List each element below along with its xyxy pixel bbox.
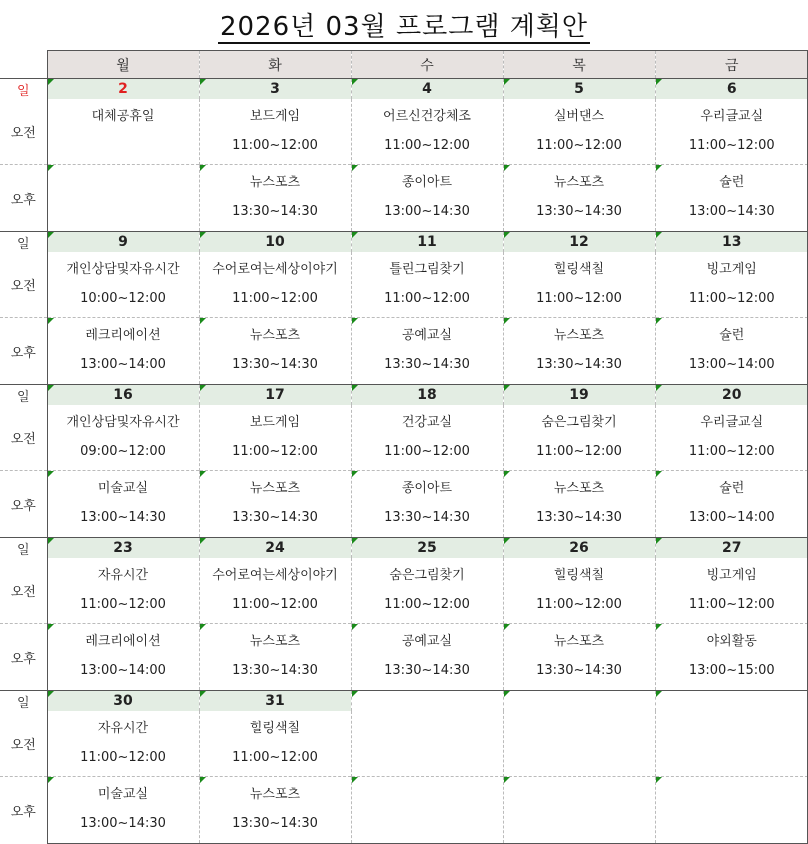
pm-label: 오후 <box>0 777 47 844</box>
program-cell[interactable] <box>199 99 351 165</box>
program-name: 뉴스포츠 <box>249 481 301 496</box>
date-number: 3 <box>270 81 280 97</box>
date-number: 17 <box>265 387 285 403</box>
program-time: 13:30~14:30 <box>232 663 318 678</box>
weekday-header-thu: 목 <box>503 51 655 79</box>
program-cell[interactable] <box>351 558 503 624</box>
table-left-border <box>47 50 48 843</box>
cell-marker-icon <box>352 777 358 783</box>
program-cell[interactable] <box>199 405 351 471</box>
cell-marker-icon <box>200 691 206 697</box>
cell-marker-icon <box>200 165 206 171</box>
program-time: 13:30~14:30 <box>536 357 622 372</box>
sunday-label: 일 <box>0 385 47 406</box>
date-cell <box>47 79 199 100</box>
program-cell[interactable] <box>351 99 503 165</box>
cell-marker-icon <box>48 79 54 85</box>
program-name: 공예교실 <box>401 328 453 343</box>
date-cell <box>503 232 655 253</box>
weekday-header-wed: 수 <box>351 51 503 79</box>
program-time: 13:30~14:30 <box>232 510 318 525</box>
program-time: 13:00~14:30 <box>80 816 166 831</box>
date-number: 16 <box>113 387 133 403</box>
cell-marker-icon <box>352 471 358 477</box>
cell-marker-icon <box>352 318 358 324</box>
program-cell[interactable] <box>47 558 199 624</box>
pm-row <box>0 624 808 691</box>
date-row <box>0 691 808 712</box>
program-cell[interactable] <box>351 165 503 232</box>
date-cell <box>199 232 351 253</box>
am-row <box>0 405 808 471</box>
date-row <box>0 232 808 253</box>
cell-marker-icon <box>200 471 206 477</box>
date-cell <box>47 232 199 253</box>
program-cell[interactable] <box>199 471 351 538</box>
cell-marker-icon <box>200 538 206 544</box>
program-cell[interactable] <box>47 318 199 385</box>
sunday-label: 일 <box>0 79 47 100</box>
date-cell <box>351 232 503 253</box>
cell-marker-icon <box>504 318 510 324</box>
cell-marker-icon <box>48 777 54 783</box>
cell-marker-icon <box>656 385 662 391</box>
program-cell[interactable] <box>503 471 655 538</box>
program-cell[interactable] <box>199 252 351 318</box>
date-cell <box>351 538 503 559</box>
date-cell <box>47 538 199 559</box>
pm-label: 오후 <box>0 165 47 232</box>
cell-marker-icon <box>504 165 510 171</box>
program-cell[interactable] <box>351 405 503 471</box>
cell-marker-icon <box>48 538 54 544</box>
program-time: 11:00~12:00 <box>232 444 318 459</box>
date-cell <box>199 538 351 559</box>
program-cell[interactable] <box>47 405 199 471</box>
program-time: 11:00~12:00 <box>232 138 318 153</box>
date-number: 23 <box>113 540 133 556</box>
program-cell[interactable] <box>199 558 351 624</box>
pm-row <box>0 777 808 844</box>
program-cell[interactable] <box>655 558 808 624</box>
program-name: 뉴스포츠 <box>553 634 605 649</box>
cell-marker-icon <box>656 165 662 171</box>
pm-row <box>0 165 808 232</box>
cell-marker-icon <box>656 471 662 477</box>
cell-marker-icon <box>48 165 54 171</box>
program-time: 11:00~12:00 <box>688 138 775 153</box>
program-time: 13:30~14:30 <box>384 510 470 525</box>
program-cell[interactable] <box>503 777 655 844</box>
program-cell[interactable] <box>47 471 199 538</box>
program-cell[interactable] <box>655 711 808 777</box>
weekday-header-tue: 화 <box>199 51 351 79</box>
program-name: 수어로여는세상이야기 <box>212 568 338 583</box>
program-time: 09:00~12:00 <box>80 444 166 459</box>
program-name: 레크리에이션 <box>85 328 161 343</box>
cell-marker-icon <box>352 232 358 238</box>
program-name: 미술교실 <box>97 787 149 802</box>
date-cell <box>199 691 351 712</box>
program-time: 13:00~14:00 <box>80 357 166 372</box>
program-cell[interactable] <box>351 624 503 691</box>
program-cell[interactable] <box>47 711 199 777</box>
cell-marker-icon <box>656 318 662 324</box>
pm-label: 오후 <box>0 471 47 538</box>
program-time: 11:00~12:00 <box>536 597 622 612</box>
program-time: 11:00~12:00 <box>232 597 318 612</box>
program-cell[interactable] <box>199 318 351 385</box>
date-number: 20 <box>722 387 742 403</box>
program-cell[interactable] <box>199 165 351 232</box>
program-cell[interactable] <box>503 405 655 471</box>
cell-marker-icon <box>200 777 206 783</box>
program-cell[interactable] <box>47 165 199 232</box>
cell-marker-icon <box>200 624 206 630</box>
cell-marker-icon <box>200 385 206 391</box>
date-row <box>0 79 808 100</box>
program-name: 뉴스포츠 <box>249 328 301 343</box>
program-name: 슐런 <box>719 175 745 190</box>
program-time: 13:30~14:30 <box>232 357 318 372</box>
program-cell[interactable] <box>655 405 808 471</box>
cell-marker-icon <box>504 691 510 697</box>
date-number: 9 <box>118 234 128 250</box>
program-cell[interactable] <box>351 252 503 318</box>
program-time: 11:00~12:00 <box>80 750 166 765</box>
program-cell[interactable] <box>47 99 199 165</box>
program-name: 힐링색칠 <box>249 721 301 736</box>
program-cell[interactable] <box>655 318 808 385</box>
program-cell[interactable] <box>199 624 351 691</box>
cell-marker-icon <box>504 777 510 783</box>
program-time: 11:00~12:00 <box>384 291 470 306</box>
program-time: 10:00~12:00 <box>80 291 166 306</box>
program-cell[interactable] <box>503 624 655 691</box>
program-time: 13:30~14:30 <box>536 204 622 219</box>
program-cell[interactable] <box>655 99 808 165</box>
page-title <box>0 6 808 43</box>
program-name: 보드게임 <box>249 109 301 124</box>
pm-label: 오후 <box>0 318 47 385</box>
program-name: 공예교실 <box>401 634 453 649</box>
program-name: 우리글교실 <box>700 415 764 430</box>
program-cell[interactable] <box>351 318 503 385</box>
program-name: 건강교실 <box>401 415 453 430</box>
date-number: 24 <box>265 540 285 556</box>
date-number: 27 <box>722 540 742 556</box>
weekday-header-row <box>0 51 808 79</box>
cell-marker-icon <box>352 691 358 697</box>
cell-marker-icon <box>656 538 662 544</box>
date-number: 11 <box>417 234 437 250</box>
program-name: 슐런 <box>719 328 745 343</box>
cell-marker-icon <box>504 385 510 391</box>
program-name: 미술교실 <box>97 481 149 496</box>
date-number: 19 <box>569 387 589 403</box>
program-cell[interactable] <box>351 471 503 538</box>
cell-marker-icon <box>48 385 54 391</box>
program-cell[interactable] <box>351 777 503 844</box>
program-name: 레크리에이션 <box>85 634 161 649</box>
program-name: 슐런 <box>719 481 745 496</box>
program-time: 13:00~14:30 <box>384 204 470 219</box>
am-label: 오전 <box>10 279 36 294</box>
program-cell[interactable] <box>503 711 655 777</box>
date-row <box>0 538 808 559</box>
am-row <box>0 252 808 318</box>
date-cell <box>47 385 199 406</box>
program-name: 종이아트 <box>401 175 453 190</box>
pm-row <box>0 318 808 385</box>
am-row <box>0 558 808 624</box>
program-time: 13:30~14:30 <box>536 510 622 525</box>
schedule-table <box>0 50 808 843</box>
weekday-header-fri: 금 <box>655 51 808 79</box>
cell-marker-icon <box>48 624 54 630</box>
program-name: 뉴스포츠 <box>249 634 301 649</box>
cell-marker-icon <box>352 79 358 85</box>
cell-marker-icon <box>504 624 510 630</box>
weekday-header-mon: 월 <box>47 51 199 79</box>
date-number: 4 <box>422 81 432 97</box>
program-time: 11:00~12:00 <box>232 750 318 765</box>
program-time: 13:00~15:00 <box>688 663 775 678</box>
sunday-label: 일 <box>0 538 47 559</box>
cell-marker-icon <box>656 777 662 783</box>
program-time: 13:00~14:00 <box>688 510 775 525</box>
title-text: 2026년 03월 프로그램 계획안 <box>219 12 589 42</box>
cell-marker-icon <box>352 538 358 544</box>
program-cell[interactable] <box>503 318 655 385</box>
program-time: 11:00~12:00 <box>688 597 775 612</box>
program-name: 뉴스포츠 <box>249 787 301 802</box>
program-cell[interactable] <box>47 777 199 844</box>
program-cell[interactable] <box>655 624 808 691</box>
date-row <box>0 385 808 406</box>
date-number: 18 <box>417 387 437 403</box>
sunday-label: 일 <box>0 691 47 712</box>
date-number: 31 <box>265 693 285 709</box>
program-time: 13:30~14:30 <box>232 816 318 831</box>
program-name: 자유시간 <box>97 721 149 736</box>
date-cell <box>655 691 808 712</box>
date-cell <box>655 232 808 253</box>
date-number: 5 <box>574 81 584 97</box>
cell-marker-icon <box>352 624 358 630</box>
date-cell <box>503 385 655 406</box>
am-row <box>0 99 808 165</box>
date-cell <box>199 385 351 406</box>
program-time: 11:00~12:00 <box>688 291 775 306</box>
program-time: 13:00~14:00 <box>80 663 166 678</box>
program-time: 11:00~12:00 <box>80 597 166 612</box>
program-name: 개인상담및자유시간 <box>66 262 180 277</box>
program-time: 11:00~12:00 <box>384 138 470 153</box>
date-number: 2 <box>118 81 128 97</box>
program-name: 보드게임 <box>249 415 301 430</box>
pm-label: 오후 <box>0 624 47 691</box>
program-name: 숨은그림찾기 <box>389 568 465 583</box>
program-cell[interactable] <box>503 558 655 624</box>
program-name: 어르신건강체조 <box>383 109 471 124</box>
cell-marker-icon <box>656 232 662 238</box>
program-name: 힐링색칠 <box>553 262 605 277</box>
program-cell[interactable] <box>199 777 351 844</box>
program-cell[interactable] <box>47 624 199 691</box>
sunday-label: 일 <box>0 232 47 253</box>
date-cell <box>351 691 503 712</box>
program-cell[interactable] <box>503 252 655 318</box>
program-name: 종이아트 <box>401 481 453 496</box>
cell-marker-icon <box>48 691 54 697</box>
cell-marker-icon <box>200 79 206 85</box>
cell-marker-icon <box>656 624 662 630</box>
am-label: 오전 <box>10 738 36 753</box>
am-label: 오전 <box>10 585 36 600</box>
program-time: 11:00~12:00 <box>536 444 622 459</box>
program-name: 힐링색칠 <box>553 568 605 583</box>
date-cell <box>351 79 503 100</box>
program-time: 13:30~14:30 <box>384 357 470 372</box>
date-number: 25 <box>417 540 437 556</box>
program-time: 13:00~14:00 <box>688 357 775 372</box>
cell-marker-icon <box>48 318 54 324</box>
date-cell <box>47 691 199 712</box>
program-cell[interactable] <box>655 165 808 232</box>
program-time: 11:00~12:00 <box>232 291 318 306</box>
cell-marker-icon <box>352 385 358 391</box>
cell-marker-icon <box>504 232 510 238</box>
date-cell <box>503 79 655 100</box>
program-time: 13:00~14:30 <box>688 204 775 219</box>
program-name: 야외활동 <box>706 634 757 649</box>
program-time: 13:30~14:30 <box>384 663 470 678</box>
cell-marker-icon <box>48 232 54 238</box>
date-cell <box>199 79 351 100</box>
cell-marker-icon <box>504 538 510 544</box>
program-name: 자유시간 <box>97 568 149 583</box>
cell-marker-icon <box>200 318 206 324</box>
cell-marker-icon <box>656 79 662 85</box>
cell-marker-icon <box>504 471 510 477</box>
cell-marker-icon <box>48 471 54 477</box>
pm-row <box>0 471 808 538</box>
program-name: 대체공휴일 <box>91 109 155 124</box>
program-cell[interactable] <box>503 165 655 232</box>
program-time: 11:00~12:00 <box>536 138 622 153</box>
date-cell <box>655 538 808 559</box>
program-time: 13:30~14:30 <box>232 204 318 219</box>
date-number: 12 <box>569 234 589 250</box>
cell-marker-icon <box>200 232 206 238</box>
cell-marker-icon <box>352 165 358 171</box>
date-cell <box>503 691 655 712</box>
am-row <box>0 711 808 777</box>
program-cell[interactable] <box>503 99 655 165</box>
am-label: 오전 <box>10 432 36 447</box>
program-time: 13:30~14:30 <box>536 663 622 678</box>
program-name: 뉴스포츠 <box>553 328 605 343</box>
date-cell <box>351 385 503 406</box>
program-name: 실버댄스 <box>553 109 605 124</box>
program-cell[interactable] <box>47 252 199 318</box>
program-name: 뉴스포츠 <box>553 481 605 496</box>
program-cell[interactable] <box>199 711 351 777</box>
date-number: 30 <box>113 693 133 709</box>
program-name: 빙고게임 <box>706 568 757 583</box>
date-number: 10 <box>265 234 285 250</box>
cell-marker-icon <box>656 691 662 697</box>
date-number: 26 <box>569 540 589 556</box>
program-name: 뉴스포츠 <box>553 175 605 190</box>
program-name: 개인상담및자유시간 <box>66 415 180 430</box>
program-cell[interactable] <box>655 777 808 844</box>
program-name: 뉴스포츠 <box>249 175 301 190</box>
program-time: 11:00~12:00 <box>688 444 775 459</box>
program-time: 11:00~12:00 <box>384 444 470 459</box>
date-number: 13 <box>722 234 742 250</box>
date-number: 6 <box>726 81 737 97</box>
program-name: 빙고게임 <box>706 262 757 277</box>
program-time: 13:00~14:30 <box>80 510 166 525</box>
program-cell[interactable] <box>351 711 503 777</box>
program-name: 틀린그림찾기 <box>389 262 465 277</box>
program-cell[interactable] <box>655 471 808 538</box>
program-cell[interactable] <box>655 252 808 318</box>
date-cell <box>655 79 808 100</box>
date-cell <box>655 385 808 406</box>
program-name: 우리글교실 <box>700 109 764 124</box>
program-name: 숨은그림찾기 <box>541 415 617 430</box>
cell-marker-icon <box>504 79 510 85</box>
program-name: 수어로여는세상이야기 <box>212 262 338 277</box>
header-corner <box>0 51 47 79</box>
am-label: 오전 <box>10 126 36 141</box>
program-time: 11:00~12:00 <box>536 291 622 306</box>
date-cell <box>503 538 655 559</box>
program-time: 11:00~12:00 <box>384 597 470 612</box>
